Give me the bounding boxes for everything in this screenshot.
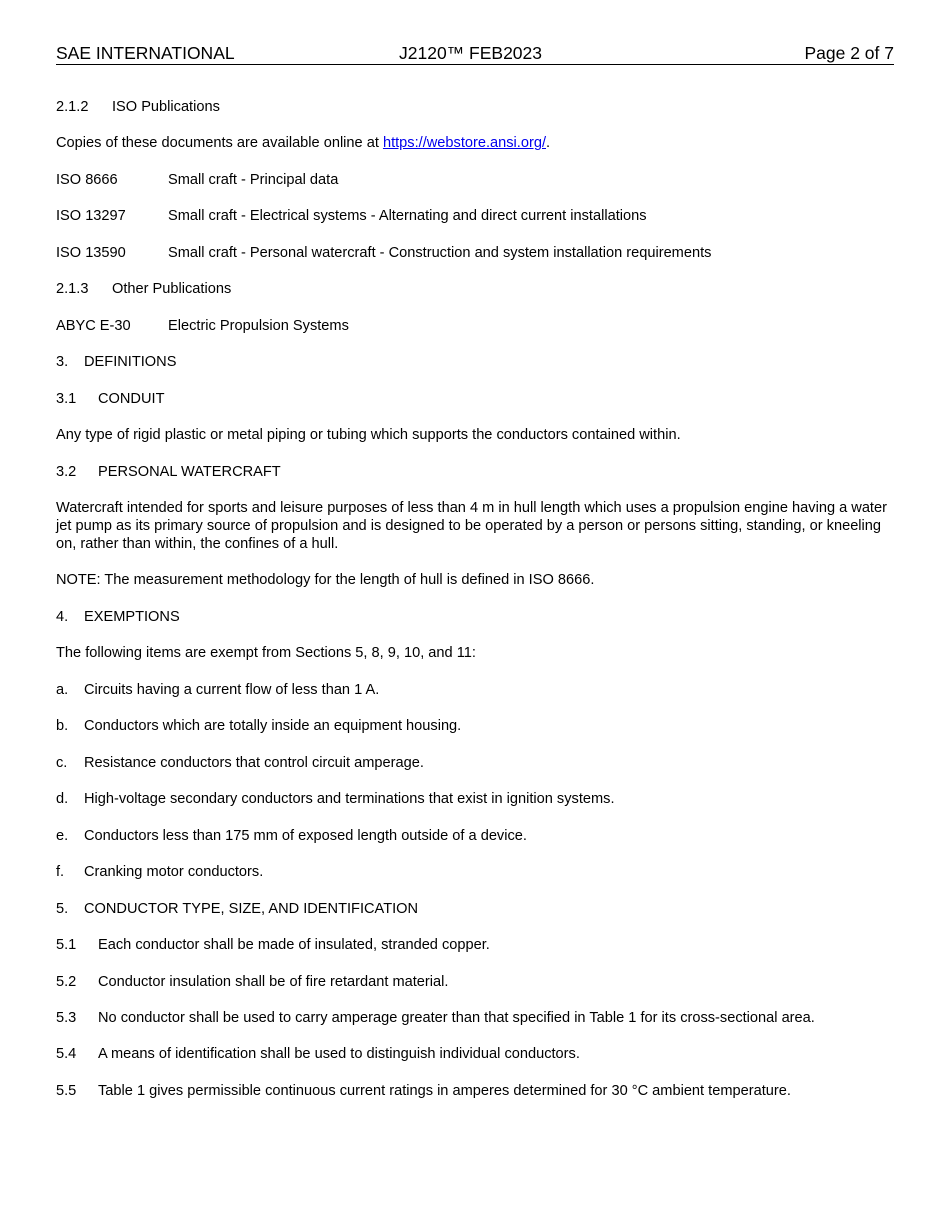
reference-code: ISO 13590 <box>56 245 126 261</box>
section-title: Other Publications <box>112 281 232 297</box>
section-number: 2.1.2 <box>56 99 89 115</box>
clause-text: No conductor shall be used to carry amperage greater than that specified in Table 1 for its cross-sectional area. <box>98 1010 815 1026</box>
reference-code: ISO 13297 <box>56 208 126 224</box>
reference-row <box>56 207 894 225</box>
header-page-number: Page 2 of 7 <box>804 43 894 63</box>
section-number: 3.2 <box>56 464 77 480</box>
reference-title: Small craft - Principal data <box>168 172 339 188</box>
clause-item <box>56 973 894 991</box>
clause-text: Each conductor shall be made of insulated, stranded copper. <box>98 937 490 953</box>
clause-item <box>56 1082 894 1100</box>
list-text: Conductors less than 175 mm of exposed length outside of a device. <box>84 828 527 844</box>
list-letter: e. <box>56 828 69 844</box>
reference-row <box>56 171 894 189</box>
section-heading-2-1-2 <box>56 98 894 116</box>
list-item <box>56 790 894 808</box>
reference-row <box>56 244 894 262</box>
list-text: High-voltage secondary conductors and terminations that exist in ignition systems. <box>84 791 615 807</box>
exemptions-intro: The following items are exempt from Sections 5, 8, 9, 10, and 11: <box>56 645 476 661</box>
reference-row <box>56 317 894 335</box>
clause-number: 5.5 <box>56 1083 77 1099</box>
reference-code: ISO 8666 <box>56 172 118 188</box>
header-org: SAE INTERNATIONAL <box>56 43 235 63</box>
watercraft-definition: Watercraft intended for sports and leisure purposes of less than 4 m in hull length which uses a propulsion engine having a water jet pump as its primary source of propulsion and is designed to be operated by a person or persons sitting, standing, or kneeling on, rather than within, the confines of a hull. <box>56 500 887 553</box>
list-item <box>56 754 894 772</box>
availability-line <box>56 134 894 152</box>
list-text: Conductors which are totally inside an equipment housing. <box>84 718 462 734</box>
section-title: CONDUIT <box>98 391 165 407</box>
list-text: Resistance conductors that control circuit amperage. <box>84 755 424 771</box>
clause-item <box>56 936 894 954</box>
list-text: Cranking motor conductors. <box>84 864 264 880</box>
note-paragraph: NOTE: The measurement methodology for the length of hull is defined in ISO 8666. <box>56 572 595 588</box>
clause-number: 5.2 <box>56 974 77 990</box>
reference-title: Electric Propulsion Systems <box>168 318 349 334</box>
list-letter: c. <box>56 755 68 771</box>
list-item <box>56 681 894 699</box>
availability-text: Copies of these documents are available online at <box>56 135 383 151</box>
list-item <box>56 717 894 735</box>
clause-number: 5.3 <box>56 1010 77 1026</box>
list-letter: a. <box>56 682 69 698</box>
section-heading-2-1-3 <box>56 280 894 298</box>
clause-item <box>56 1009 894 1027</box>
section-title: PERSONAL WATERCRAFT <box>98 464 281 480</box>
section-heading-5 <box>56 900 894 918</box>
reference-title: Small craft - Electrical systems - Alternating and direct current installations <box>168 208 647 224</box>
clause-text: A means of identification shall be used to distinguish individual conductors. <box>98 1046 580 1062</box>
conduit-definition: Any type of rigid plastic or metal piping or tubing which supports the conductors contained within. <box>56 427 681 443</box>
document-page <box>56 0 894 1230</box>
page-header <box>56 43 894 65</box>
section-title: EXEMPTIONS <box>84 609 180 625</box>
list-item <box>56 827 894 845</box>
clause-number: 5.1 <box>56 937 77 953</box>
list-letter: d. <box>56 791 69 807</box>
section-heading-3-1 <box>56 390 894 408</box>
section-heading-4 <box>56 608 894 626</box>
reference-code: ABYC E-30 <box>56 318 131 334</box>
section-title: CONDUCTOR TYPE, SIZE, AND IDENTIFICATION <box>84 901 419 917</box>
section-number: 5. <box>56 901 69 917</box>
clause-text: Table 1 gives permissible continuous current ratings in amperes determined for 30 °C ambient temperature. <box>98 1083 791 1099</box>
list-text: Circuits having a current flow of less than 1 A. <box>84 682 380 698</box>
section-title: DEFINITIONS <box>84 354 177 370</box>
section-number: 3. <box>56 354 69 370</box>
section-number: 4. <box>56 609 69 625</box>
clause-number: 5.4 <box>56 1046 77 1062</box>
section-heading-3 <box>56 353 894 371</box>
reference-title: Small craft - Personal watercraft - Construction and system installation requirements <box>168 245 712 261</box>
section-heading-3-2 <box>56 463 894 481</box>
availability-end: . <box>546 135 551 151</box>
section-title: ISO Publications <box>112 99 220 115</box>
list-item <box>56 863 894 881</box>
list-letter: b. <box>56 718 69 734</box>
ansi-webstore-link[interactable]: https://webstore.ansi.org/ <box>382 135 546 151</box>
section-number: 2.1.3 <box>56 281 89 297</box>
clause-item <box>56 1045 894 1063</box>
header-doc-id: J2120™ FEB2023 <box>399 43 543 63</box>
section-number: 3.1 <box>56 391 77 407</box>
list-letter: f. <box>56 864 65 880</box>
clause-text: Conductor insulation shall be of fire retardant material. <box>98 974 449 990</box>
